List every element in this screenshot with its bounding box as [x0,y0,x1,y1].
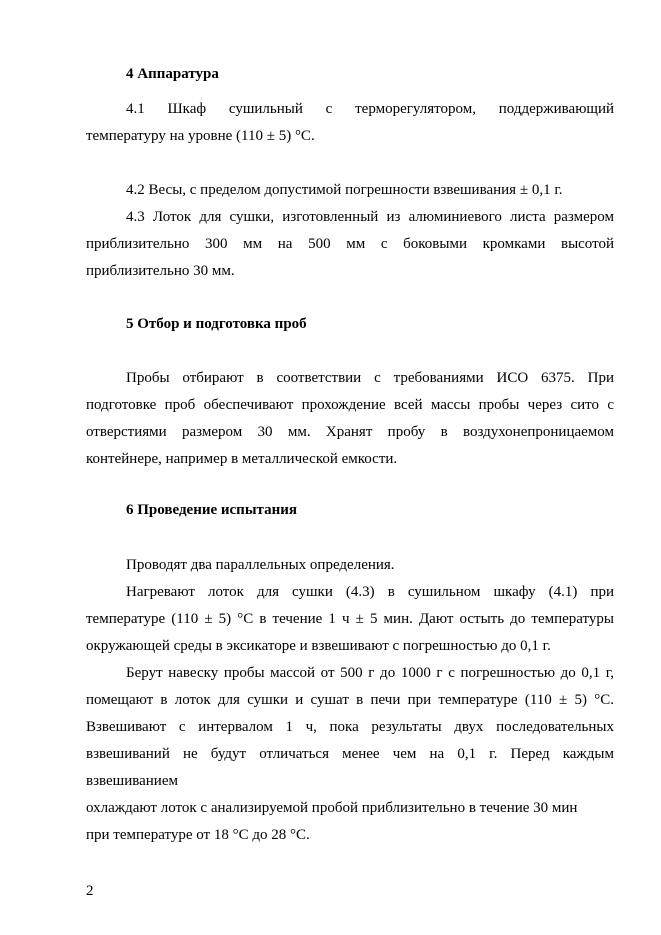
para-5-line: Пробы отбирают в соответствии с требованиями ИСО 6375. При [126,370,614,386]
para-4-1-line: 4.1 Шкаф сушильный с терморегулятором, поддерживающий [126,101,614,117]
para-6-3-line: охлаждают лоток с анализируемой пробой приблизительно в течение 30 мин [86,800,578,816]
para-4-3-line: приблизительно 30 мм. [86,263,235,279]
para-6-3-line: помещают в лоток для сушки и сушат в печи при температуре (110 ± 5) °С. [86,692,614,708]
para-4-1-line: температуру на уровне (110 ± 5) °С. [86,128,315,144]
para-6-3-line: взвешиванием [86,773,178,789]
para-6-3-line: взвешиваний не будут отличаться менее чем на 0,1 г. Перед каждым [86,746,614,762]
section-heading-4: 4 Аппаратура [126,66,219,82]
para-6-2-line: Нагревают лоток для сушки (4.3) в сушильном шкафу (4.1) при [126,584,614,600]
para-6-3-line: Берут навеску пробы массой от 500 г до 1000 г с погрешностью до 0,1 г, [126,665,614,681]
para-5-line: подготовке проб обеспечивают прохождение всей массы пробы через сито с [86,397,614,413]
para-6-3-line: Взвешивают с интервалом 1 ч, пока результаты двух последовательных [86,719,614,735]
section-heading-5: 5 Отбор и подготовка проб [126,316,307,332]
para-5-line: отверстиями размером 30 мм. Хранят пробу в воздухонепроницаемом [86,424,614,440]
para-6-1-line: Проводят два параллельных определения. [126,557,395,573]
para-4-3-line: приблизительно 300 мм на 500 мм с боковыми кромками высотой [86,236,614,252]
para-6-2-line: температуре (110 ± 5) °С в течение 1 ч ± 5 мин. Дают остыть до температуры [86,611,614,627]
para-6-3-line: при температуре от 18 °С до 28 °С. [86,827,310,843]
para-5-line: контейнере, например в металлической емкости. [86,451,398,467]
page-number: 2 [86,883,94,899]
para-4-2-line: 4.2 Весы, с пределом допустимой погрешности взвешивания ± 0,1 г. [126,182,563,198]
para-6-2-line: окружающей среды в эксикаторе и взвешивают с погрешностью до 0,1 г. [86,638,551,654]
section-heading-6: 6 Проведение испытания [126,502,297,518]
para-4-3-line: 4.3 Лоток для сушки, изготовленный из алюминиевого листа размером [126,209,614,225]
